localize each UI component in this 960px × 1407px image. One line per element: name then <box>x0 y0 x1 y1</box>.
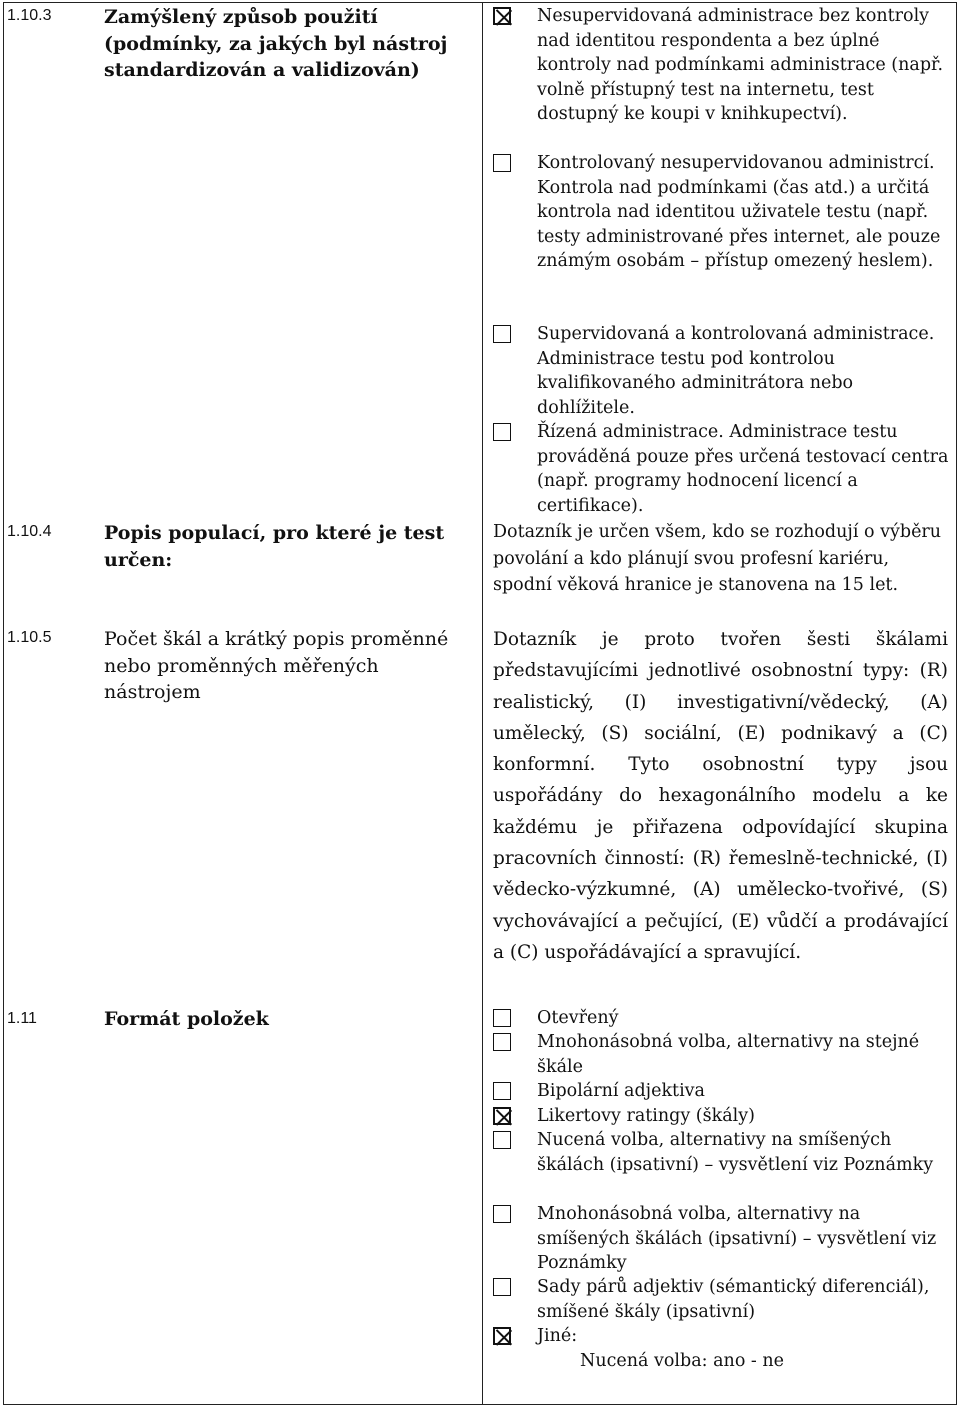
format-option-text: Mnohonásobná volba, alternativy na stejné škále <box>537 1032 920 1077</box>
checkbox[interactable] <box>493 423 511 441</box>
checkbox[interactable] <box>493 325 511 343</box>
checkbox[interactable] <box>493 1009 511 1027</box>
scales-description: Dotazník je proto tvořen šesti škálami představujícími jednotlivé osobnostní typy: (R) realistický, (I) investigativní/vědecký, (A) umělecký, (S) sociální, (E) podnikavý a (C) konformní. Tyto osobnostní typy jsou uspořádány do hexagonálního modelu a ke každému je přiřazena odpovídající skupina pracovních činností: (R) řemeslně-technické, (I) vědecko-výzkumné, (A) umělecko-tvořivé, (S) vychovávající a pečující, (E) vůdčí a prodávající a (C) uspořádávající a spravující. <box>493 629 948 963</box>
format-option-text: Mnohonásobná volba, alternativy na smíšených škálách (ipsativní) – vysvětlení viz Poznámky <box>537 1204 937 1273</box>
admin-option-text: Nesupervidovaná administrace bez kontroly nad identitou respondenta a bez úplné kontroly nad podmínkami administrace (např. volně přístupný test na internetu, test dostupný ke koupi v knihkupectví). <box>537 6 944 124</box>
format-option-text: Sady párů adjektiv (sémantický diferenciál), smíšené škály (ipsativní) <box>537 1277 930 1322</box>
checkbox[interactable] <box>493 1205 511 1223</box>
format-option-text: Nucená volba, alternativy na smíšených škálách (ipsativní) – vysvětlení viz Poznámky <box>537 1130 934 1175</box>
checkbox[interactable] <box>493 154 511 172</box>
checkbox[interactable] <box>493 1278 511 1296</box>
section-heading: Zamýšlený způsob použití (podmínky, za jakých byl nástroj standardizován a validizován) <box>104 6 448 81</box>
admin-option-text: Supervidovaná a kontrolovaná administrace. Administrace testu pod kontrolou kvalifikovaného adminitrátora nebo dohlížitele. <box>537 324 935 418</box>
format-option-text: Jiné: <box>537 1326 578 1346</box>
other-format-text: Nucená volba: ano - ne <box>580 1351 785 1371</box>
format-option-text: Likertovy ratingy (škály) <box>537 1106 755 1126</box>
checkbox[interactable] <box>493 1033 511 1051</box>
format-option-text: Otevřený <box>537 1008 619 1028</box>
section-number: 1.10.3 <box>7 7 52 24</box>
checkbox[interactable] <box>493 1131 511 1149</box>
admin-option-text: Řízená administrace. Administrace testu prováděná pouze přes určená testovací centra (např. programy hodnocení licencí a certifikace). <box>537 422 949 516</box>
section-heading: Popis populací, pro které je test určen: <box>104 522 445 571</box>
format-option-text: Bipolární adjektiva <box>537 1081 705 1101</box>
section-number: 1.10.5 <box>7 629 52 646</box>
checkbox[interactable] <box>493 1082 511 1100</box>
column-divider <box>482 2 483 1405</box>
population-description: Dotazník je určen všem, kdo se rozhodují o výběru povolání a kdo plánují svou profesní kariéru, spodní věková hranice je stanovena na 15 let. <box>493 522 942 595</box>
checkbox-checked[interactable] <box>493 1107 511 1125</box>
checkbox-checked[interactable] <box>493 1327 511 1345</box>
admin-option-text: Kontrolovaný nesupervidovanou administrcí. Kontrola nad podmínkami (čas atd.) a určitá kontrola nad identitou uživatele testu (např. testy administrované přes internet, ale pouze známým osobám – přístup omezený heslem). <box>537 153 941 271</box>
section-number: 1.10.4 <box>7 523 52 540</box>
checkbox-checked[interactable] <box>493 7 511 25</box>
section-number: 1.11 <box>7 1010 37 1027</box>
section-heading: Počet škál a krátký popis proměnné nebo proměnných měřených nástrojem <box>104 628 449 703</box>
section-heading: Formát položek <box>104 1008 269 1030</box>
